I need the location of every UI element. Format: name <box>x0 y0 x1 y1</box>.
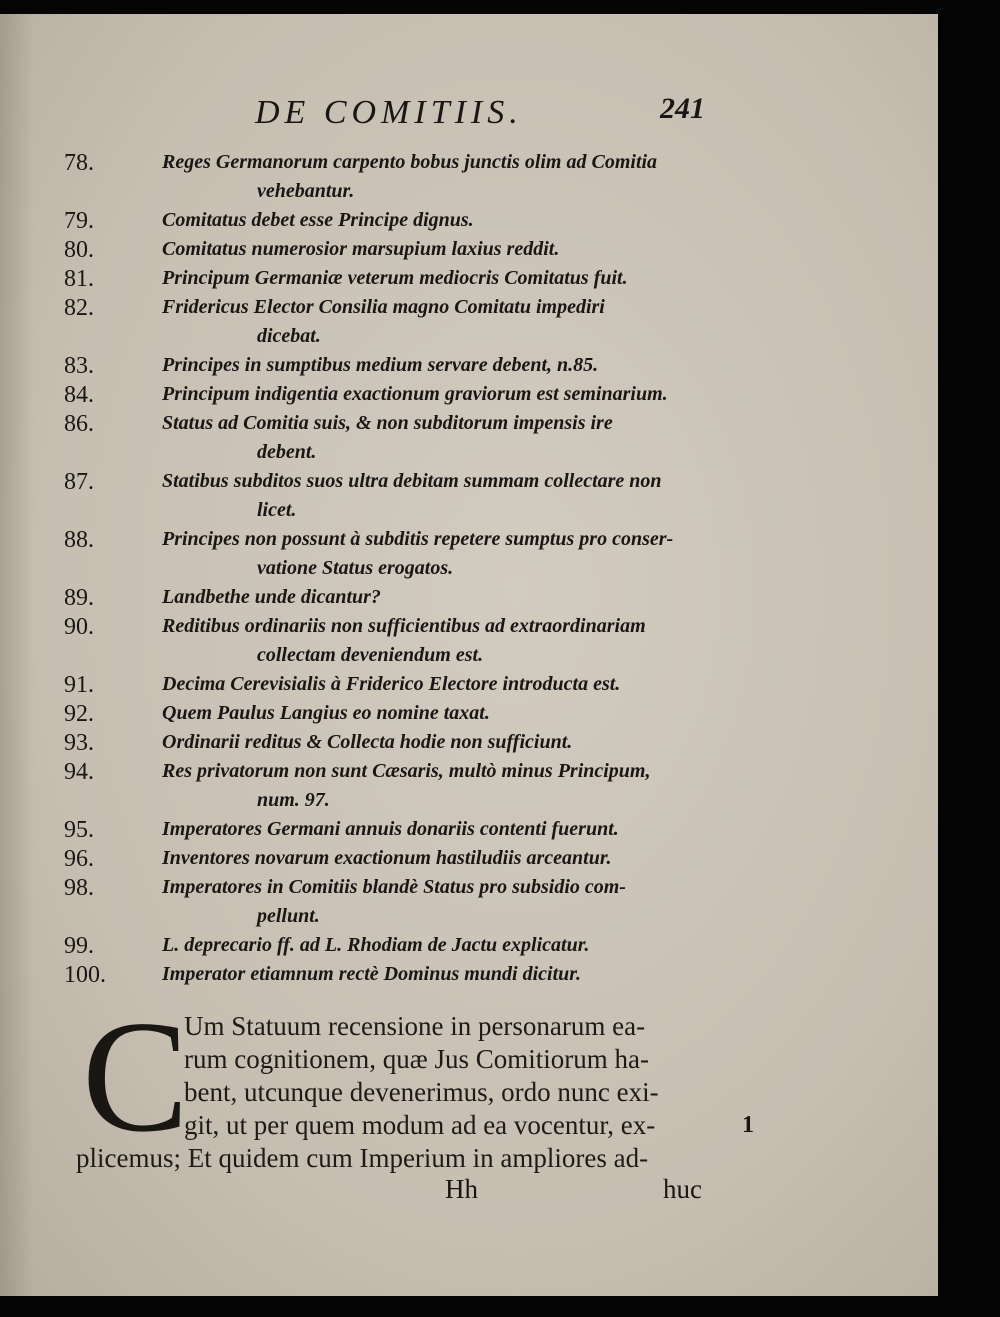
summary-text-line: Decima Cerevisialis à Friderico Electore introducta est. <box>162 673 621 695</box>
summary-text <box>162 844 732 873</box>
summary-number: 94. <box>64 759 94 785</box>
summary-text <box>162 380 732 409</box>
summary-item <box>0 525 938 583</box>
summary-text-continuation: vatione Status erogatos. <box>257 557 454 579</box>
summary-text <box>162 815 732 844</box>
page-header <box>0 84 938 134</box>
summary-text-line: Principum Germaniæ veterum mediocris Comitatus fuit. <box>162 267 628 289</box>
summary-text-line: Imperator etiamnum rectè Dominus mundi dicitur. <box>162 963 581 985</box>
body-paragraph <box>76 987 716 1210</box>
summary-number: 95. <box>64 817 94 843</box>
summary-number: 78. <box>64 150 94 176</box>
summary-text-line: Imperatores in Comitiis blandè Status pro subsidio com- <box>162 876 626 898</box>
summary-number: 86. <box>64 411 94 437</box>
summary-number: 88. <box>64 527 94 553</box>
summary-text-line: Comitatus debet esse Principe dignus. <box>162 209 474 231</box>
summary-list <box>0 148 938 989</box>
summary-text-line: Quem Paulus Langius eo nomine taxat. <box>162 702 490 724</box>
summary-text <box>162 293 732 351</box>
summary-number: 91. <box>64 672 94 698</box>
summary-text-line: L. deprecario ff. ad L. Rhodiam de Jactu explicatur. <box>162 934 590 956</box>
summary-text-line: Status ad Comitia suis, & non subditorum impensis ire <box>162 412 613 434</box>
summary-text-line: Res privatorum non sunt Cæsaris, multò minus Principum, <box>162 760 651 782</box>
summary-text-line: Reges Germanorum carpento bobus junctis olim ad Comitia <box>162 151 658 173</box>
summary-item <box>0 467 938 525</box>
summary-item <box>0 380 938 409</box>
signature-mark: Hh <box>445 1174 478 1204</box>
summary-text <box>162 960 732 989</box>
summary-text <box>162 757 732 815</box>
summary-number: 80. <box>64 237 94 263</box>
summary-item <box>0 351 938 380</box>
summary-text-line: Reditibus ordinariis non sufficientibus ad extraordinariam <box>162 615 646 637</box>
running-title: DE COMITIIS. <box>255 94 523 131</box>
summary-number: 92. <box>64 701 94 727</box>
summary-item <box>0 757 938 815</box>
book-page <box>0 14 938 1296</box>
summary-text-line: Principes in sumptibus medium servare debent, n.85. <box>162 354 599 376</box>
summary-item <box>0 873 938 931</box>
summary-text <box>162 873 732 931</box>
body-line: bent, utcunque devenerimus, ordo nunc exi- <box>184 1077 659 1107</box>
body-line: rum cognitionem, quæ Jus Comitiorum ha- <box>184 1044 649 1074</box>
summary-number: 83. <box>64 353 94 379</box>
summary-number: 93. <box>64 730 94 756</box>
summary-text-line: Statibus subditos suos ultra debitam summam collectare non <box>162 470 662 492</box>
summary-number: 99. <box>64 933 94 959</box>
summary-text <box>162 931 732 960</box>
summary-text-continuation: num. 97. <box>257 789 330 811</box>
summary-text-continuation: dicebat. <box>257 325 321 347</box>
summary-item <box>0 264 938 293</box>
body-line: Um Statuum recensione in personarum ea- <box>184 1011 646 1041</box>
summary-text <box>162 467 732 525</box>
summary-item <box>0 148 938 206</box>
summary-text <box>162 670 732 699</box>
summary-text <box>162 206 732 235</box>
drop-cap: C <box>82 987 189 1165</box>
summary-number: 96. <box>64 846 94 872</box>
summary-text-line: Principes non possunt à subditis repetere sumptus pro conser- <box>162 528 674 550</box>
summary-text-line: Imperatores Germani annuis donariis contenti fuerunt. <box>162 818 619 840</box>
summary-text <box>162 612 732 670</box>
summary-item <box>0 612 938 670</box>
summary-text <box>162 409 732 467</box>
catchword: huc <box>663 1174 702 1204</box>
summary-text-continuation: collectam deveniendum est. <box>257 644 484 666</box>
summary-text <box>162 525 732 583</box>
summary-item <box>0 583 938 612</box>
summary-text-line: Principum indigentia exactionum graviorum est seminarium. <box>162 383 668 405</box>
summary-text <box>162 728 732 757</box>
margin-number: 1 <box>742 1112 754 1138</box>
summary-text <box>162 699 732 728</box>
summary-text <box>162 264 732 293</box>
summary-text <box>162 235 732 264</box>
summary-text-line: Fridericus Elector Consilia magno Comitatu impediri <box>162 296 605 318</box>
summary-item <box>0 728 938 757</box>
summary-text <box>162 351 732 380</box>
summary-item <box>0 931 938 960</box>
summary-number: 79. <box>64 208 94 234</box>
summary-number: 84. <box>64 382 94 408</box>
summary-number: 81. <box>64 266 94 292</box>
summary-number: 98. <box>64 875 94 901</box>
summary-number: 87. <box>64 469 94 495</box>
summary-text-continuation: vehebantur. <box>257 180 355 202</box>
summary-item <box>0 293 938 351</box>
summary-text-line: Landbethe unde dicantur? <box>162 586 381 608</box>
summary-item <box>0 815 938 844</box>
body-line: git, ut per quem modum ad ea vocentur, ex- <box>184 1110 656 1140</box>
summary-text-line: Comitatus numerosior marsupium laxius reddit. <box>162 238 560 260</box>
summary-text <box>162 583 732 612</box>
summary-text-line: Ordinarii reditus & Collecta hodie non sufficiunt. <box>162 731 573 753</box>
summary-item <box>0 844 938 873</box>
summary-number: 89. <box>64 585 94 611</box>
summary-number: 100. <box>64 962 106 988</box>
summary-text-continuation: debent. <box>257 441 317 463</box>
summary-number: 90. <box>64 614 94 640</box>
summary-text-continuation: licet. <box>257 499 297 521</box>
summary-text <box>162 148 732 206</box>
summary-item <box>0 235 938 264</box>
page-number: 241 <box>660 92 705 125</box>
summary-text-continuation: pellunt. <box>257 905 320 927</box>
summary-item <box>0 409 938 467</box>
summary-item <box>0 699 938 728</box>
summary-number: 82. <box>64 295 94 321</box>
summary-text-line: Inventores novarum exactionum hastiludiis arceantur. <box>162 847 612 869</box>
summary-item <box>0 206 938 235</box>
summary-item <box>0 670 938 699</box>
summary-item <box>0 960 938 989</box>
body-line: plicemus; Et quidem cum Imperium in ampliores ad- <box>76 1143 649 1173</box>
